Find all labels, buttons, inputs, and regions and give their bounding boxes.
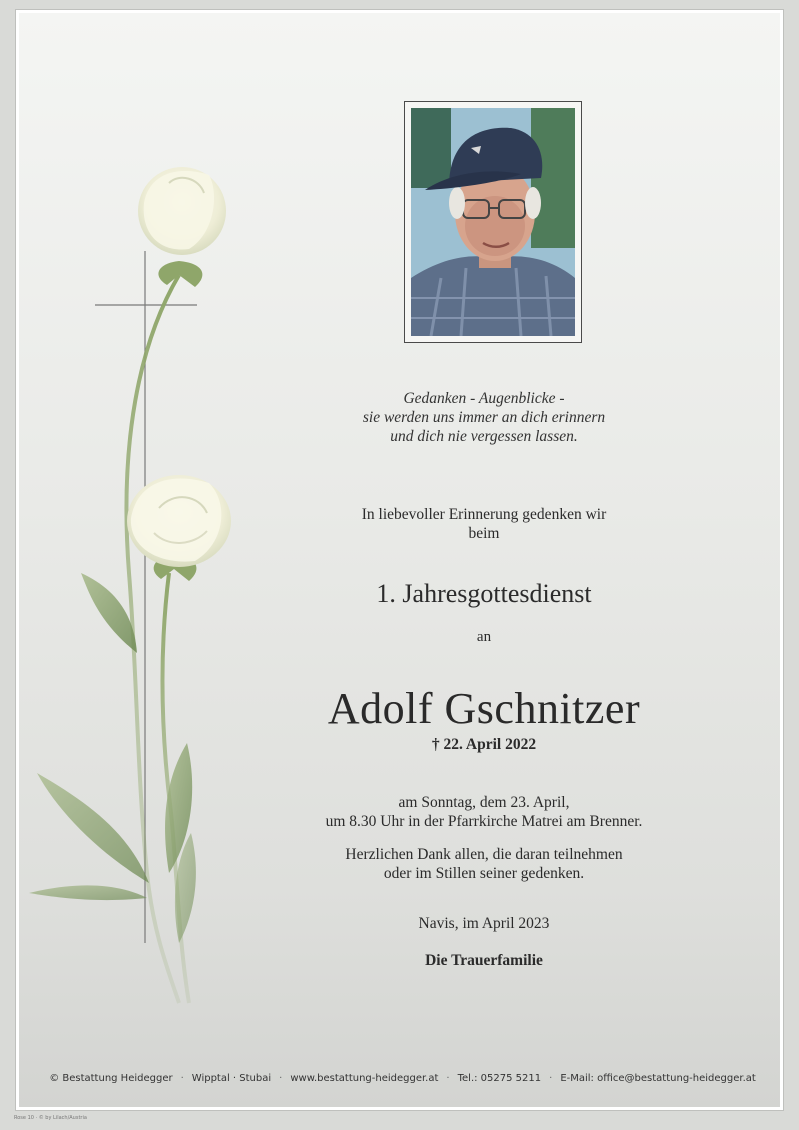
details-line: am Sonntag, dem 23. April, <box>398 794 570 811</box>
portrait-photo <box>411 108 575 336</box>
intro-line: In liebevoller Erinnerung gedenken wir <box>361 506 607 523</box>
thanks-line: Herzlichen Dank allen, die daran teilnehmen <box>345 846 623 863</box>
memorial-card <box>16 10 783 1110</box>
service-title: 1. Jahresgottesdienst <box>376 579 592 608</box>
rose-bud-top <box>138 167 226 255</box>
footer-region: Wipptal · Stubai <box>191 1073 272 1084</box>
portrait-frame <box>404 101 582 343</box>
place-date: Navis, im April 2023 <box>418 915 550 932</box>
memorial-verse <box>319 389 649 446</box>
details-line: um 8.30 Uhr in der Pfarrkirche Matrei am Brenner. <box>325 813 643 830</box>
verse-line: und dich nie vergessen lassen. <box>390 428 578 445</box>
rose-bloom-lower <box>127 475 231 567</box>
connector-text: an <box>476 629 492 645</box>
signature: Die Trauerfamilie <box>425 952 543 969</box>
verse-line: sie werden uns immer an dich erinnern <box>362 409 606 426</box>
cross-icon <box>95 251 197 943</box>
footer-website-link[interactable]: www.bestattung-heidegger.at <box>290 1073 439 1084</box>
death-date: † 22. April 2022 <box>431 736 537 753</box>
service-details <box>289 793 679 831</box>
footer: © Bestattung Heidegger · Wipptal · Stubai · www.bestattung-heidegger.at · Tel.: 05275 5211 · E-Mail: office@bestattung-heidegger.at <box>49 1073 756 1084</box>
thanks-text <box>319 845 649 883</box>
footer-company: © Bestattung Heidegger <box>49 1073 173 1084</box>
image-credit: Rose 10 · © by Lilach/Austria <box>14 1115 87 1121</box>
deceased-name: Adolf Gschnitzer <box>327 684 641 733</box>
thanks-line: oder im Stillen seiner gedenken. <box>383 865 585 882</box>
intro-text <box>319 505 649 543</box>
intro-line: beim <box>468 525 500 542</box>
verse-line: Gedanken - Augenblicke - <box>403 390 565 407</box>
footer-email[interactable]: E-Mail: office@bestattung-heidegger.at <box>560 1073 756 1084</box>
footer-phone: Tel.: 05275 5211 <box>457 1073 542 1084</box>
rose-illustration <box>19 13 786 1113</box>
